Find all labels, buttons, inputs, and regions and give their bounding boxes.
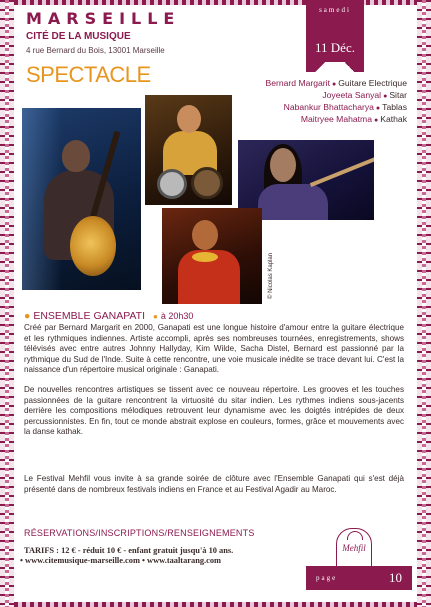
artist-name: Nabankur Bhattacharya [283, 102, 374, 112]
photo-credit: © Nicolas Kaplan [268, 252, 274, 299]
artist-name: Bernard Margarit [265, 78, 330, 88]
instrument-name: Sitar [389, 90, 407, 100]
venue-address: 4 rue Bernard du Bois, 13001 Marseille [26, 46, 165, 55]
credit-line [265, 90, 407, 102]
bullet-icon: ● [375, 105, 381, 112]
guitarist-photo [22, 108, 141, 290]
bottom-ornamental-band [14, 602, 417, 607]
tabla-player-photo [145, 95, 232, 205]
page-word: page [316, 574, 338, 582]
credit-line [265, 78, 407, 90]
artist-name: Joyeeta Sanyal [322, 90, 382, 100]
date-day-month: 11 Déc. [315, 40, 355, 55]
bullet-icon: ● [383, 93, 388, 100]
paragraph: Le Festival Mehfil vous invite à sa grande soirée de clôture avec l'Ensemble Ganapati qui s'est déjà présenté dans de nombreux festivals indiens en France et au Festival Agadir au Maroc. [24, 474, 404, 494]
date-tag [306, 0, 364, 62]
date-weekday: samedi [319, 6, 351, 14]
ensemble-time: à 20h30 [160, 311, 194, 321]
page-tag [306, 566, 412, 590]
reservations-title: RÉSERVATIONS/INSCRIPTIONS/RENSEIGNEMENTS [24, 528, 255, 538]
ensemble-heading [24, 310, 193, 322]
page-number: 10 [389, 570, 402, 585]
credit-line [265, 114, 407, 126]
artist-name: Maitryee Mahatma [300, 114, 372, 124]
ensemble-name: ENSEMBLE GANAPATI [33, 310, 145, 322]
tarifs: TARIFS : 12 € - réduit 10 € - enfant gratuit jusqu'à 10 ans. [24, 546, 234, 555]
paragraph: De nouvelles rencontres artistiques se tissent avec ce nouveau répertoire. Les grooves et les touches passionnées de la guitare rencontrent la virtuosité du sitar indien. Les rythmes indiens sous-jacents derrière les compositions mélodiques retrouvent leur dynamisme avec les doigtés intrépides de deux percussionnistes. En fin, tout ce monde abstrait explose en couleurs, formes, grâce et mouvements avec la danse kathak. [24, 385, 404, 437]
mehfil-logo: Mehfil [336, 528, 372, 572]
credit-line [265, 102, 407, 114]
instrument-name: Guitare Electrique [338, 78, 407, 88]
right-ornamental-border [417, 0, 431, 607]
venue-name: CITÉ DE LA MUSIQUE [26, 31, 131, 42]
instrument-name: Kathak [380, 114, 407, 124]
kathak-dancer-photo [162, 208, 262, 304]
bullet-icon: ● [331, 81, 337, 88]
bullet-icon: ● [374, 117, 379, 124]
city-title: MARSEILLE [26, 9, 181, 28]
section-title: SPECTACLE [26, 62, 151, 87]
artist-credits [265, 78, 407, 126]
bullet-icon: ● [152, 312, 158, 321]
left-ornamental-border [0, 0, 14, 607]
website-links: • www.citemusique-marseille.com • www.taaltarang.com [20, 556, 222, 565]
instrument-name: Tablas [382, 102, 407, 112]
bullet-icon: ● [24, 310, 31, 322]
paragraph: Créé par Bernard Margarit en 2000, Ganapati est une longue histoire d'amour entre la guitare électrique et les rythmiques indiennes. Artiste accompli, après ses nombreuses tournées, enregistrements, shows télévisés avec entre autres Johnny Hallyday, Kim Wilde, Sacha Distel, Bernard est passionné par la rythmique du Sud de l'Inde. Suite à cette rencontre, une voie musicale inédite se trace devant lui. C'est la naissance d'un répertoire musical originale : Ganapati. [24, 323, 404, 375]
